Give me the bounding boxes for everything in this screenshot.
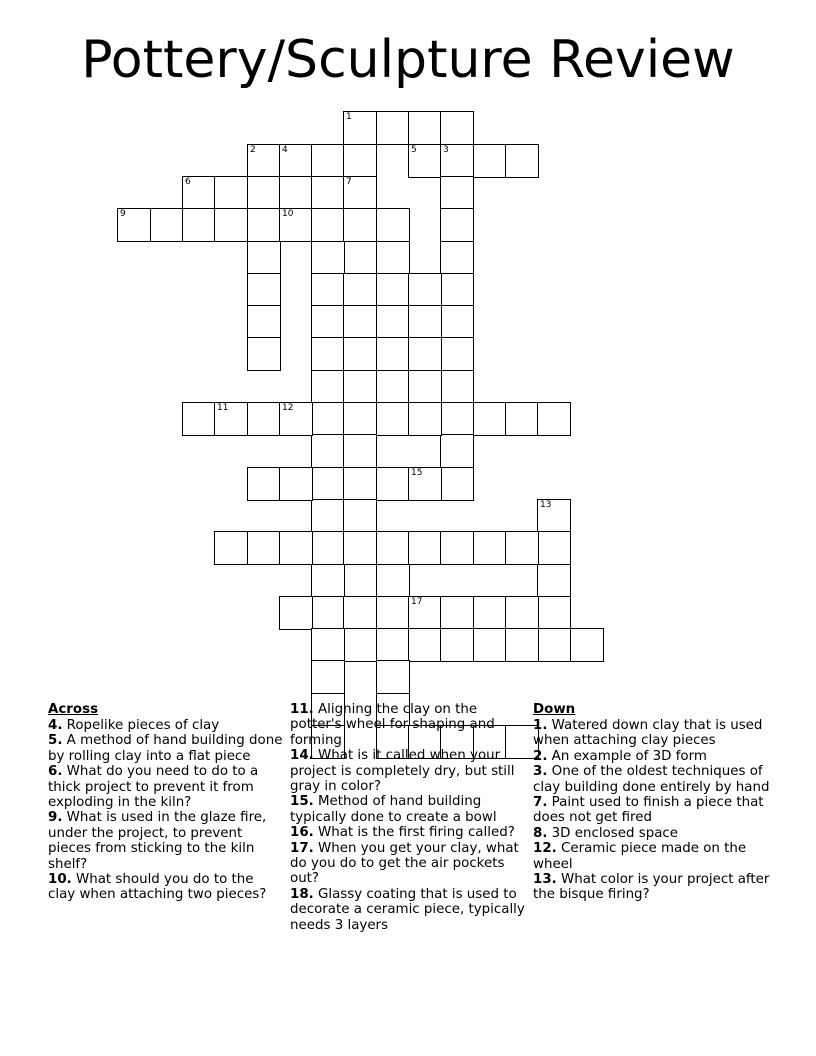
crossword-cell[interactable]	[311, 434, 345, 468]
crossword-cell[interactable]	[311, 564, 345, 598]
crossword-cell[interactable]	[440, 305, 474, 339]
clue-text: 3D enclosed space	[547, 825, 679, 841]
crossword-cell[interactable]	[408, 370, 442, 404]
crossword-cell[interactable]	[247, 176, 281, 210]
clue-text: Aligning the clay on the potter's wheel for shaping and forming	[290, 702, 495, 748]
crossword-cell[interactable]	[376, 273, 410, 307]
crossword-cell[interactable]	[247, 241, 281, 275]
crossword-cell[interactable]	[182, 208, 216, 242]
crossword-cell[interactable]	[247, 273, 281, 307]
crossword-cell[interactable]	[117, 208, 151, 242]
clue-text: When you get your clay, what do you do to get the air pockets out?	[290, 840, 519, 887]
crossword-cell[interactable]	[408, 305, 442, 339]
crossword-cell[interactable]	[440, 628, 474, 662]
down-clue	[533, 764, 773, 795]
crossword-cell[interactable]	[408, 337, 442, 371]
crossword-cell[interactable]	[311, 305, 345, 339]
crossword-cell[interactable]	[537, 499, 571, 533]
crossword-cell[interactable]	[343, 337, 377, 371]
crossword-cell[interactable]	[505, 596, 539, 630]
crossword-cell[interactable]	[343, 499, 377, 533]
crossword-cell[interactable]	[376, 564, 410, 598]
crossword-cell[interactable]	[440, 370, 474, 404]
crossword-cell[interactable]	[408, 628, 442, 662]
across-clue	[48, 733, 284, 764]
clue-label: 15.	[290, 794, 314, 810]
crossword-cell[interactable]	[440, 241, 474, 275]
clue-label: 10.	[48, 872, 72, 888]
across-clue	[48, 872, 284, 903]
clue-label: 3.	[533, 764, 548, 780]
clue-number: 9	[120, 209, 126, 219]
crossword-cell[interactable]	[279, 402, 313, 436]
crossword-cell[interactable]	[343, 628, 377, 662]
crossword-cell[interactable]	[376, 337, 410, 371]
crossword-cell[interactable]	[343, 144, 377, 178]
crossword-cell[interactable]	[376, 467, 410, 501]
crossword-cell[interactable]	[311, 370, 345, 404]
crossword-cell[interactable]	[279, 467, 313, 501]
crossword-cell[interactable]	[505, 144, 539, 178]
down-clue	[533, 841, 773, 872]
crossword-cell[interactable]	[247, 531, 281, 565]
crossword-cell[interactable]	[440, 531, 474, 565]
crossword-cell[interactable]	[408, 402, 442, 436]
down-heading: Down	[533, 702, 576, 717]
crossword-cell[interactable]	[311, 660, 345, 694]
down-clue	[533, 872, 773, 903]
clue-label: 17.	[290, 840, 314, 856]
crossword-cell[interactable]	[440, 273, 474, 307]
crossword-cell[interactable]	[376, 531, 410, 565]
clue-label: 13.	[533, 872, 557, 888]
clue-text: What do you need to do to a thick project to prevent it from exploding in the kiln?	[48, 764, 259, 811]
crossword-cell[interactable]	[537, 564, 571, 598]
clue-number: 12	[282, 403, 294, 413]
crossword-cell[interactable]	[440, 176, 474, 210]
crossword-cell[interactable]	[440, 596, 474, 630]
across-heading: Across	[48, 702, 99, 717]
crossword-cell[interactable]	[343, 402, 377, 436]
crossword-cell[interactable]	[311, 628, 345, 662]
crossword-cell[interactable]	[505, 402, 539, 436]
crossword-cell[interactable]	[440, 144, 474, 178]
crossword-cell[interactable]	[376, 208, 410, 242]
across-clue	[290, 794, 526, 825]
crossword-cell[interactable]	[440, 337, 474, 371]
crossword-cell[interactable]	[279, 208, 313, 242]
crossword-cell[interactable]	[343, 467, 377, 501]
down-clues-column	[533, 702, 773, 903]
crossword-cell[interactable]	[247, 337, 281, 371]
crossword-cell[interactable]	[570, 628, 604, 662]
crossword-cell[interactable]	[343, 531, 377, 565]
crossword-cell[interactable]	[440, 402, 474, 436]
across-clue	[290, 748, 526, 794]
crossword-cell[interactable]	[408, 467, 442, 501]
crossword-cell[interactable]	[247, 305, 281, 339]
clue-text: Method of hand building typically done to create a bowl	[290, 794, 497, 825]
clue-label: 2.	[533, 748, 548, 764]
clue-text: What is the first firing called?	[313, 825, 515, 841]
crossword-cell[interactable]	[214, 402, 248, 436]
crossword-cell[interactable]	[150, 208, 184, 242]
clue-label: 6.	[48, 764, 63, 780]
clue-text: Paint used to finish a piece that does not get fired	[533, 795, 764, 826]
crossword-cell[interactable]	[343, 434, 377, 468]
crossword-cell[interactable]	[311, 596, 345, 630]
down-clue	[533, 826, 773, 841]
crossword-cell[interactable]	[182, 176, 216, 210]
crossword-cell[interactable]	[311, 467, 345, 501]
crossword-cell[interactable]	[343, 111, 377, 145]
clue-text: What should you do to the clay when attaching two pieces?	[48, 872, 267, 903]
down-clue	[533, 795, 773, 826]
crossword-cell[interactable]	[343, 176, 377, 210]
clue-label: 18.	[290, 886, 314, 902]
across-clue	[48, 764, 284, 810]
crossword-cell[interactable]	[279, 596, 313, 630]
crossword-cell[interactable]	[311, 337, 345, 371]
crossword-cell[interactable]	[473, 628, 507, 662]
clue-label: 12.	[533, 841, 557, 857]
clue-number: 11	[217, 403, 229, 413]
crossword-cell[interactable]	[247, 467, 281, 501]
crossword-cell[interactable]	[505, 628, 539, 662]
crossword-cell[interactable]	[311, 273, 345, 307]
crossword-cell[interactable]	[279, 144, 313, 178]
crossword-cell[interactable]	[440, 434, 474, 468]
crossword-cell[interactable]	[279, 531, 313, 565]
clue-text: What is it called when your project is completely dry, but still gray in color?	[290, 748, 515, 795]
clue-label: 11.	[290, 702, 314, 717]
crossword-cell[interactable]	[537, 402, 571, 436]
crossword-cell[interactable]	[311, 176, 345, 210]
crossword-cell[interactable]	[311, 208, 345, 242]
crossword-cell[interactable]	[473, 531, 507, 565]
crossword-cell[interactable]	[376, 305, 410, 339]
across-clue	[290, 841, 526, 887]
clue-text: Ropelike pieces of clay	[62, 718, 220, 733]
clue-number: 6	[185, 177, 191, 187]
crossword-cell[interactable]	[311, 499, 345, 533]
crossword-cell[interactable]	[408, 111, 442, 145]
crossword-cell[interactable]	[343, 596, 377, 630]
clue-label: 4.	[48, 718, 63, 733]
crossword-cell[interactable]	[311, 144, 345, 178]
clue-text: Ceramic piece made on the wheel	[533, 841, 747, 872]
clue-label: 14.	[290, 748, 314, 764]
clue-text: An example of 3D form	[547, 748, 707, 764]
clue-number: 5	[411, 145, 417, 155]
crossword-cell[interactable]	[408, 531, 442, 565]
crossword-cell[interactable]	[343, 273, 377, 307]
crossword-cell[interactable]	[473, 144, 507, 178]
clue-label: 8.	[533, 825, 548, 841]
clue-number: 15	[411, 468, 423, 478]
crossword-cell[interactable]	[214, 176, 248, 210]
across-clue	[290, 702, 526, 748]
clue-label: 7.	[533, 795, 548, 811]
crossword-cell[interactable]	[440, 111, 474, 145]
clue-label: 16.	[290, 825, 314, 841]
across-clue	[290, 887, 526, 933]
clue-text: What is used in the glaze fire, under the project, to prevent pieces from sticking to the kiln shelf?	[48, 810, 267, 872]
crossword-cell[interactable]	[343, 370, 377, 404]
crossword-cell[interactable]	[376, 241, 410, 275]
clue-text: A method of hand building done by rolling clay into a flat piece	[48, 733, 283, 764]
crossword-cell[interactable]	[311, 241, 345, 275]
crossword-cell[interactable]	[537, 531, 571, 565]
clue-number: 17	[411, 597, 423, 607]
across-clues-column-2	[290, 702, 526, 933]
across-clue	[48, 810, 284, 872]
across-clues-column-1	[48, 702, 284, 903]
across-clue	[290, 825, 526, 840]
crossword-cell[interactable]	[214, 531, 248, 565]
crossword-cell[interactable]	[311, 531, 345, 565]
crossword-cell[interactable]	[214, 208, 248, 242]
crossword-cell[interactable]	[343, 208, 377, 242]
clue-number: 10	[282, 209, 294, 219]
crossword-cell[interactable]	[537, 628, 571, 662]
crossword-cell[interactable]	[440, 208, 474, 242]
crossword-cell[interactable]	[440, 467, 474, 501]
crossword-cell[interactable]	[408, 273, 442, 307]
clue-number: 1	[346, 112, 352, 122]
crossword-cell[interactable]	[247, 144, 281, 178]
clue-number: 4	[282, 145, 288, 155]
crossword-cell[interactable]	[376, 596, 410, 630]
crossword-cell[interactable]	[408, 144, 442, 178]
clue-number: 7	[346, 177, 352, 187]
crossword-cell[interactable]	[473, 596, 507, 630]
crossword-cell[interactable]	[376, 628, 410, 662]
page-title: Pottery/Sculpture Review	[81, 30, 735, 90]
clue-text: What color is your project after the bisque firing?	[533, 872, 770, 903]
down-clue	[533, 718, 773, 749]
crossword-cell[interactable]	[537, 596, 571, 630]
across-clue	[48, 718, 284, 733]
crossword-cell[interactable]	[408, 596, 442, 630]
crossword-cell[interactable]	[182, 402, 216, 436]
clue-text: Glassy coating that is used to decorate a ceramic piece, typically needs 3 layers	[290, 886, 525, 933]
crossword-cell[interactable]	[376, 660, 410, 694]
crossword-cell[interactable]	[279, 176, 313, 210]
crossword-cell[interactable]	[505, 531, 539, 565]
clue-label: 5.	[48, 733, 63, 749]
crossword-cell[interactable]	[247, 208, 281, 242]
crossword-cell[interactable]	[473, 402, 507, 436]
clue-number: 2	[250, 145, 256, 155]
clue-number: 3	[443, 145, 449, 155]
clue-label: 1.	[533, 718, 548, 733]
clue-text: Watered down clay that is used when attaching clay pieces	[533, 718, 763, 749]
crossword-cell[interactable]	[247, 402, 281, 436]
clue-label: 9.	[48, 810, 63, 826]
clue-text: One of the oldest techniques of clay building done entirely by hand	[533, 764, 770, 795]
crossword-cell[interactable]	[376, 402, 410, 436]
crossword-cell[interactable]	[343, 305, 377, 339]
down-clue	[533, 749, 773, 764]
clue-number: 13	[540, 500, 552, 510]
crossword-cell[interactable]	[311, 402, 345, 436]
crossword-cell[interactable]	[376, 111, 410, 145]
